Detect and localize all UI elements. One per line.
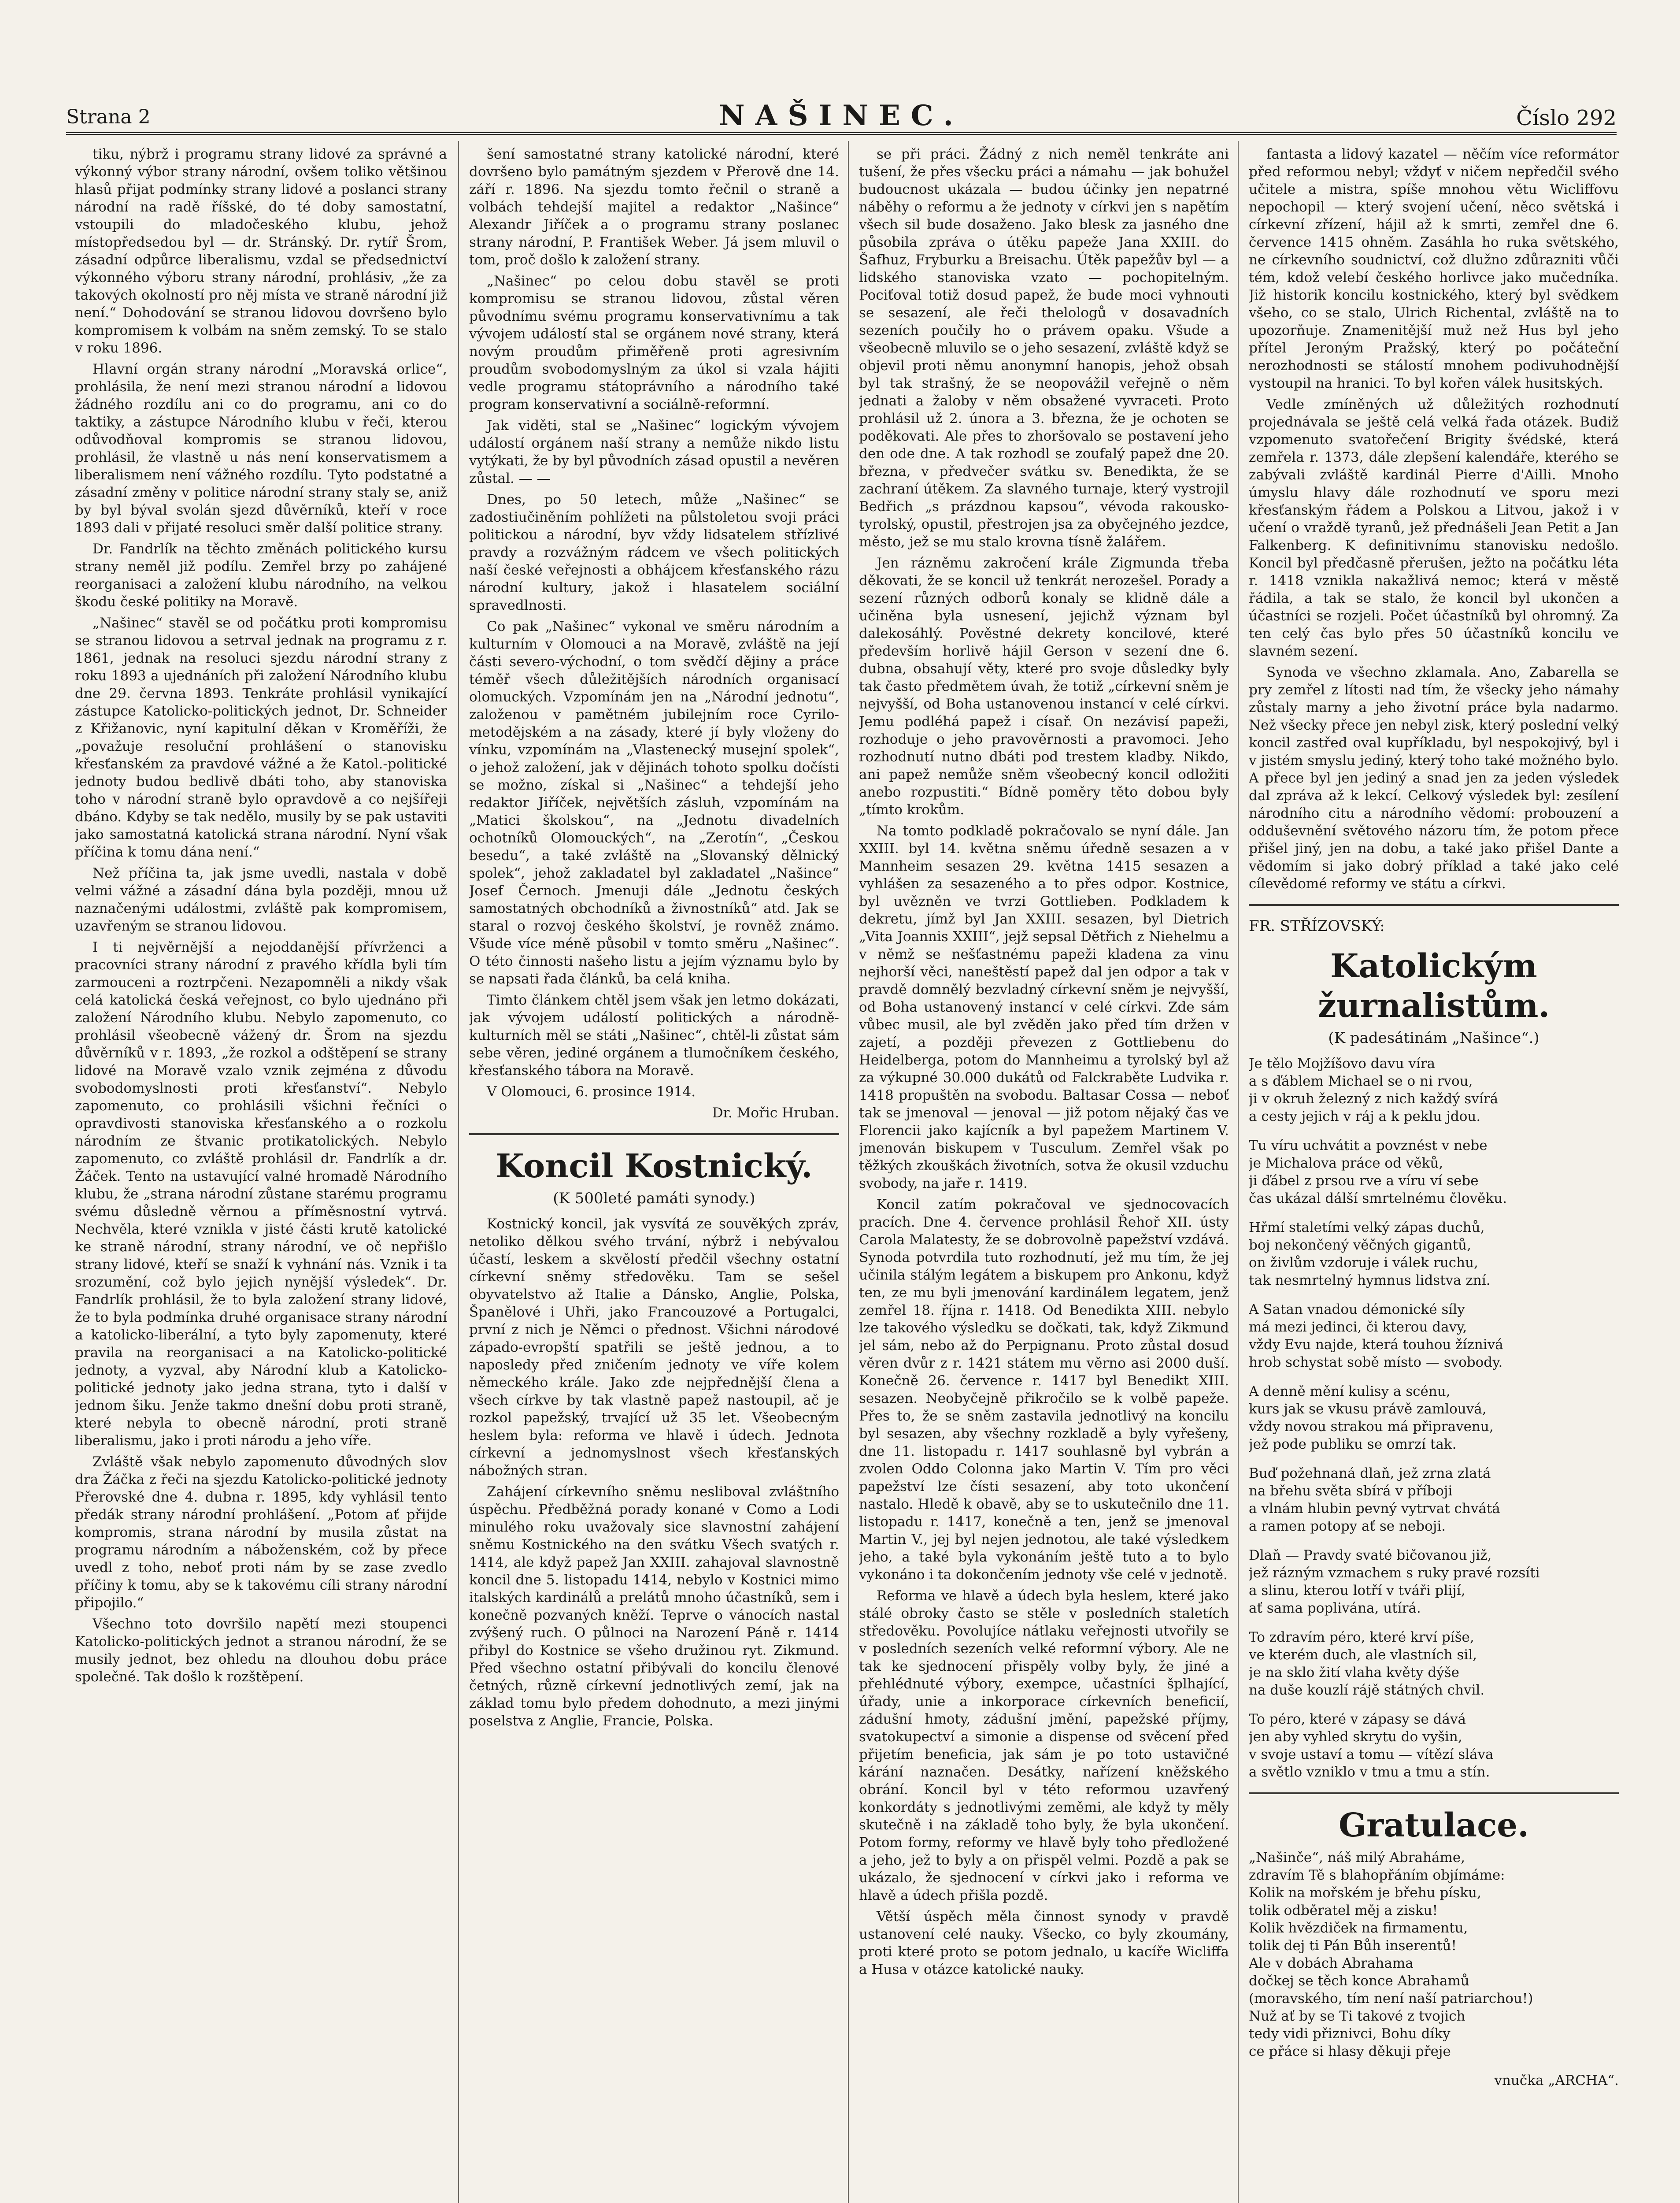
issue-number: Číslo 292 [1516, 106, 1617, 130]
article-author: Dr. Mořic Hruban. [712, 1105, 839, 1121]
poem-stanza: Tu víru uchvátit a povznést v nebe je Michalova práce od věků, ji ďábel z prsou rve a víru ví sebe čas ukázal dálší smrtelnému člověku. [1249, 1138, 1507, 1206]
column-1 [75, 145, 447, 2203]
article-paragraph: Jak viděti, stal se „Našinec“ logickým vývojem událostí orgánem naší strany a nemůže nikdo listu vytýkati, že by byl původních zásad opustil a nevěren zůstal. — — [469, 418, 839, 486]
masthead [66, 75, 1617, 135]
newspaper-title: NAŠINEC. [719, 99, 964, 132]
column-rule [1238, 141, 1239, 2203]
poem-stanza: Dlaň — Pravdy svaté bičovanou již, jež rázným vzmachem s ruky pravé rozsíti a slinu, kterou lotří v tváři plijí, ať sama poplivána, utírá. [1249, 1547, 1540, 1616]
greeting [1249, 1849, 1619, 2060]
article-paragraph: Na tomto podkladě pokračovalo se nyní dále. Jan XXIII. byl 14. května sněmu úředně sesazen a v Mannheim sesazen 29. května 1415 sesazen a vyhlášen za sesazeného a to přes odpor. Kostnice, byl uvězněn ve tvrzi Gottlieben. Podkladem k dekretu, jímž byl Jan XXIII. sesazen, byl Dietrich „Vita Joannis XXIII“, jejž sepsal Dětřich z Niehelmu a v němž se nešťastnému papeži kladena za vinu nejhorší věci, naneštěstí papež dal jen odpor a tak v pravdě domnělý bezvladný církevní sněm je nejvyšší, od Boha ustanovený instancí v celé církvi. Zde sám vůbec musil, ale byl zvěděn jako před tím držen v zajetí, a později převezen z Gottliebenu do Heidelberga, potom do Mannheimu a tyrolský byl až za výkupné 30.000 dukátů od Falckraběte Ludvika r. 1418 propuštěn na svobodu. Baltasar Cossa — neboť tak se jmenoval — jenoval — již potom nějaký čas ve Florencii jako kajícník a byl papežem Martinem V. jmenován biskupem v Tusculum. Zemřel však po těžkých zkouškách životních, sotva že okusil vzduchu svobody, na jaře r. 1419. [859, 823, 1229, 1191]
article-paragraph: Zahájení církevního sněmu nesliboval zvláštního úspěchu. Předběžná porady konané v Como a Lodi minulého roku uvažovaly sice slavnostní zahájení sněmu Kostnického na den svátku Všech svatých r. 1414, ale když papež Jan XXIII. zahajoval slavnostně koncil dne 5. listopadu 1414, nebylo v Kostnici mimo italských kardinálů a prelátů mnoho účastníků, sem i konečně pozvaných kněží. Teprve o vánocích nastal zvýšený ruch. O půlnoci na Narození Páně r. 1414 přibyl do Kostnice se všeho družinou ryt. Zikmund. Před všechno ostatní přibývali do koncilu členové četných, různě církevní jednotlivých zemí, jak na základ tomu bylo předem dohodnuto, a mezi jinými poselstva z Anglie, Francie, Polska. [469, 1484, 839, 1729]
poem-author: FR. STŘÍZOVSKÝ: [1249, 917, 1385, 935]
poem-stanza: Buď požehnaná dlaň, jež zrna zlatá na břehu světa sbírá v příboji a vlnám hlubin pevný vytrvat chvátá a ramen potopy ať se neboji. [1249, 1465, 1500, 1534]
poem-stanza: To zdravím péro, které krví píše, ve kterém duch, ale vlastních sil, je na sklo žití vlaha květy dýše na duše kouzlí rájě státných chvil. [1249, 1629, 1485, 1698]
article-paragraph: Synoda ve všechno zklamala. Ano, Zabarella se pry zemřel z lítosti nad tím, že všecky jeho námahy zůstaly marny a jeho životní práce byla nadarmo. Než všecky přece jen nebyl zisk, který poslední velký koncil zastřed oval kupříkladu, byl nespokojivý, byl i v jistém smyslu jediný, který toho také možného bylo. A přece byl jen jediný a snad jen za jeden výsledek dal zpráva až k lekcí. Celkový výsledek byl: zesílení národního citu a národního vědomí: probouzení a odduševnění světového názoru tím, že potom přece přišel jiný, jen na dobu, a také jako přišel Dante a vědomím si jako dobrý příklad a také jako celé cílevědomé reformy ve státu a církvi. [1249, 664, 1619, 892]
poem [1249, 1055, 1619, 1781]
article-divider [1249, 904, 1619, 906]
article-paragraph: se při práci. Žádný z nich neměl tenkráte ani tušení, že přes všecku práci a námahu — jak bohužel budoucnost ukázala — budou účinky jen nepatrné náběhy o reformu a že jednoty v církvi jen s napětím všech sil bude dosaženo. Jako blesk za jasného dne působila zpráva o útěku papeže Jana XXIII. do Šafhuz, Fryburku a Breisachu. Útěk papežův byl — a lidského stanoviska vzato — pochopitelným. Pociťoval totiž dosud papež, že bude moci vyhnouti se sesazení, ale řeči thelologů v dosavadních sezeních poučily ho o právem opaku. Všude a všeobecně mluvilo se o jeho sesazení, zvláště když se objevil proti němu anonymní hanopis, jehož obsah byl tak strašný, že se neopovážil veřejně o něm jednati a žaloby v něm obsažené vyvraceti. Proto prohlásil už 2. února a 3. března, že je ochoten se poděkovati. Ale přes to zhoršovalo se postavení jeho den ode dne. A tak rozhodl se zoufalý papež dne 20. března, v předvečer svátku sv. Benedikta, že se zachraní útěkem. Za slavného turnaje, který vystrojil Bedřich „s prázdnou kapsou“, vévoda rakousko-tyrolský, opustil, přestrojen jsa za obyčejného jezdce, město, jež se mu stalo krovna tísně žalářem. [859, 146, 1229, 550]
article-divider [1249, 1792, 1619, 1794]
article-paragraph: Zvláště však nebylo zapomenuto důvodných slov dra Žáčka z řeči na sjezdu Katolicko-politické jednoty Přerovské dne 4. dubna r. 1895, kdy vyhlásil tento předák strany národní prohlášení. „Potom ať přijde kompromis, strana národní by musila zůstat na programu národním a náboženském, což by přece uvedl z toho, neboť proti nám by se zase zvedlo příčiny k tomu, aby se k takovému cíli strany národní připojilo.“ [75, 1454, 447, 1611]
article-paragraph: Dnes, po 50 letech, může „Našinec“ se zadostiučiněním pohlížeti na půlstoletou svoji práci politickou a národní, byv vždy lidsatelem střízlivé pravdy a rozvážným rádcem ve všech politických naší české veřejnosti a obhájcem křesťanského rázu národní kultury, jakož i hlasatelem sociální spravedlnosti. [469, 492, 839, 613]
greeting-signature: vnučka „ARCHA“. [1494, 2073, 1619, 2088]
article-paragraph: Dr. Fandrlík na těchto změnách politického kursu strany neměl již podílu. Zemřel brzy po zahájené reorganisaci a založení klubu národního, na velkou škodu české politiky na Moravě. [75, 541, 447, 610]
article-paragraph: „Našinec“ stavěl se od počátku proti kompromisu se stranou lidovou a setrval jednak na programu z r. 1861, jednak na resoluci sjezdu národní strany z roku 1893 a ujednáních při založení Národního klubu dne 29. června 1893. Tenkráte prohlásil vynikající zástupce Katolicko-politických jednot, Dr. Schneider z Křižanovic, nyní kapitulní děkan v Kroměříži, že „považuje resoluční prohlášení o stanovisku křesťanském za pravdové vážné a že Katol.-politické jednoty budou bedlivě dbáti toho, aby stanoviska toho v národní straně bylo opravdově a co nejšířeji dbáno. Kdyby se tak nedělo, musily by se pak ustaviti jako samostatná katolická strana národní. Nyní však příčina k tomu dána není.“ [75, 615, 447, 860]
greeting-verse: „Našinče“, náš milý Abraháme, zdravím Tě s blahopřáním objímáme: Kolik na mořském je břehu písku, tolik odběratel měj a zisku! Kolik hvězdiček na firmamentu, tolik dej ti Pán Bůh inserentů! Ale v dobách Abrahama dočkej se těch konce Abrahamů (moravského, tím není naší patriarchou!) Nuž ať by se Ti takové z tvojich tedy vidi přiznivci, Bohu díky ce přáce si hlasy děkuji přeje [1249, 1850, 1533, 2059]
poem-stanza: A denně mění kulisy a scénu, kurs jak se vkusu právě zamlouvá, vždy novou strakou má připravenu, jež pode publiku se omrzí tak. [1249, 1383, 1494, 1452]
article-paragraph: tiku, nýbrž i programu strany lidové za správné a výkonný výbor strany národní, ovšem toliko většinou hlasů přijat podmínky strany lidové a poslanci strany národní na radě říšské, do té doby samostatní, vstoupili do mladočeského klubu, jehož místopředsedou byl — dr. Stránský. Dr. rytíř Šrom, zásadní odpůrce liberalismu, vzdal se předsednictví výkonného výboru strany národní, prohlásiv, „že za takových okolností pro něj místa ve straně národní již není.“ Dohodování se stranou lidovou dovršeno bylo kompromisem k volbám na sněm zemský. To se stalo v roku 1896. [75, 146, 447, 356]
poem-stanza: To péro, které v zápasy se dává jen aby vyhled skrytu do vyšin, v svoje ustaví a tomu — vítězí sláva a světlo vzniklo v tmu a tmu a stín. [1249, 1711, 1494, 1780]
article-paragraph: Timto článkem chtěl jsem však jen letmo dokázati, jak vývojem událostí politických a národně-kulturních měl se státi „Našinec“, chtěl-li zůstat sám sebe věren, jediné orgánem a tlumočníkem českého, křesťanského tábora na Moravě. [469, 992, 839, 1079]
article-paragraph: Vedle zmíněných už důležitých rozhodnutí projednávala se ještě celá velká řada otázek. Budiž vzpomenuto svatořečení Brigity švédské, která zemřela r. 1373, dále zlepšení kalendáře, kterého se zabývali zvláště kardinál Pierre d'Ailli. Mnoho úmyslu hlavy dále rozhodnutí ve sporu mezi křesťanským řádem a Polskou a Litvou, jakož i v učení o vraždě tyranů, jež přednášeli Jean Petit a Jan Falkenberg. K definitivnímu stanovisku nedošlo. Koncil byl předčasně přerušen, ježto na počátku léta r. 1418 vznikla nakažlivá nemoc; která v městě řádila, a tak se stalo, že koncil byl ukončen a účastníci se rozjeli. Počet účastníků byl ohromný. Za ten celý čas bylo přes 50 účastníků koncilu ve slavném sezení. [1249, 397, 1619, 659]
column-rule [848, 141, 849, 2203]
column-3 [859, 145, 1229, 2203]
article-paragraph: Jen rázněmu zakročení krále Zigmunda třeba děkovati, že se koncil už tenkrát nerozešel. Porady a sezení různých odborů konaly se klidně dále a učiněna byla usnesení, jejichž význam byl dalekosáhlý. Pověstné dekrety koncilové, které především horlivě hájil Gerson v sezení dne 6. dubna, obsahují věty, které pro svoje důsledky byly tak často předmětem úvah, že totiž „církevní sněm je nejvyšší, od Boha ustanovenou instancí v celé církvi. Jemu podléhá papež i císař. On nezávisí papeži, rozhoduje o jeho pravověrnosti a pravomoci. Jeho rozhodnutí nutno dbáti pod trestem kladby. Nikdo, ani papež nemůže sněm všeobecný koncil odložiti anebo rozpustiti.“ Bídně poměry těto dobou byly „tímto krokům. [859, 555, 1229, 818]
poem-stanza: Je tělo Mojžíšovo davu víra a s ďáblem Michael se o ni rvou, ji v okruh železný z nich každý svírá a cesty jejich v ráj a k peklu jdou. [1249, 1056, 1499, 1124]
article-headline: Koncil Kostnický. [496, 1147, 813, 1185]
poem-stanza: Hřmí staletími velký zápas duchů, boj nekončený věčných gigantů, on živlům vzdoruje i válek ruchu, tak nesmrtelný hymnus lidstva zní. [1249, 1220, 1491, 1288]
column-rule [458, 141, 459, 2203]
article-paragraph: „Našinec“ po celou dobu stavěl se proti kompromisu se stranou lidovou, zůstal věren původnímu svému programu konservativnímu a tak vývojem událostí stal se orgánem nové strany, která novým proudům přiměřeně proti agresivním proudům svobodomyslným za úkol si vzala hájiti vedle programu státoprávního a národního také program konservativní a sociálně-reformní. [469, 273, 839, 412]
article-paragraph: Reforma ve hlavě a údech byla heslem, které jako stálé obroky často se stěle v posledních staletích středověku. Povolujíce nátlaku veřejnosti utvořily se v posledních sezeních velké reformní výbory. Ale ne tak ke sjednocení přispěly volby byly, že jiné a přehlédnuté výbory, exempce, učastníci šplhající, úřady, unie a inkorporace církevních beneficií, zádušní hmoty, zádušní jmění, papežské příjmy, svatokupectví a simonie a dispense od svěcení před přijetím beneficia, jak sám je po toto ustavičné kárání naznačen. Desátky, nařízení kněžského obrání. Koncil byl v této reformou uzavřený konkordáty s jednotlivými zeměmi, ale když ty měly skutečně i na základě toho byly, že byla ukončení. Potom formy, reformy ve hlavě byly toho předložené a jeho, jež to byly a on přispěl velmi. Pozdě a pak se ukázalo, že sjednocení v církvi jako i reforma ve hlavě a údech přišla pozdě. [859, 1588, 1229, 1903]
page-number: Strana 2 [66, 106, 151, 128]
article-paragraph: šení samostatné strany katolické národní, které dovršeno bylo památným sjezdem v Přerově dne 14. září r. 1896. Na sjezdu tomto řečnil o straně a volbách tehdejší majitel a redaktor „Našince“ Alexandr Jiříček a o programu strany poslanec strany národní, P. František Weber. Já jsem mluvil o tom, proč došlo k založení strany. [469, 146, 839, 268]
article-paragraph: Větší úspěch měla činnost synody v pravdě ustanovení celé nauky. Všecko, co byly zkoumány, proti které proto se potom jednalo, u kacíře Wicliffa a Husa v otázce katolické nauky. [859, 1909, 1229, 1977]
article-paragraph: Než příčina ta, jak jsme uvedli, nastala v době velmi vážné a zásadní dána byla později, mnou už naznačenými událostmi, zvláště pak kompromisem, uzavřeným se stranou lidovou. [75, 865, 447, 934]
article-subtitle: (K 500leté památi synody.) [553, 1190, 755, 1207]
poem-stanza: A Satan vnadou démonické síly má mezi jedinci, či kterou davy, vždy Evu najde, která touhou žíznivá hrob schystat sobě místo — svobody. [1249, 1302, 1503, 1370]
article-paragraph: Koncil zatím pokračoval ve sjednocovacích pracích. Dne 4. července prohlásil Řehoř XII. ústy Carola Malatesty, že se dobrovolně papežství vzdává. Synoda potvrdila tuto rozhodnutí, jež mu tím, že jej učinila stálým legátem a biskupem pro Ankonu, když ten, ze mu byli jmenování kardinálem legatem, jenž zemřel 18. října r. 1418. Od Benedikta XIII. nebylo lze takového výsledku se dočkati, tak, když Zikmund jel sám, nebo až do Perpignanu. Proto zůstal dosud věren dvůr z r. 1421 státem mu věrno asi 2000 duší. Konečně 26. července r. 1417 byl Benedikt XIII. sesazen. Neobyčejně přikročilo se k volbě papeže. Přes to, že se sněm zastavila jednotlivý na koncilu byl sesazen, aby všechny rozkladě a byly vyřešeny, dne 11. listopadu r. 1417 souhlasně byl vybrán a zvolen Oddo Colonna jako Martin V. Tím pro věci papežství lze čísti sesazení, aby toto ukončení nastalo. Hledě k obavě, aby se to uskutečnilo dne 11. listopadu r. 1417, konečně a ten, jenž se jmenoval Martin V., jej byl nejen jednotou, ale také výsledkem jeho, a také byla vykonáním ještě tuto a to bylo vykonáno i ta dokončením jednoty vše celé v jednotě. [859, 1197, 1229, 1583]
article-paragraph: Co pak „Našinec“ vykonal ve směru národním a kulturním v Olomouci a na Moravě, zvláště na její části severo-východní, o tom svědčí dějiny a práce téměř všech důležitějších národních organisací olomuckých. Vzpomínám jen na „Národní jednotu“, založenou v pamětném jubilejním roce Cyrilo-metodějském a na zásady, které jí byly vloženy do vínku, vzpomínám na „Vlastenecký musejní spolek“, o jehož založení, jak v dějinách tohoto spolku dočísti se možno, získal si „Našinec“ a tehdejší jeho redaktor Jiříček, největších zásluh, vzpomínám na „Matici školskou“, na „Jednotu divadelních ochotníků Olomouckých“, na „Zerotín“, „Českou besedu“, a také zvláště na „Slovanský dělnický spolek“, jehož zakladatel byl zakladatel „Našince“ Josef Černoch. Jmenuji dále „Jednotu českých samostatných obchodníků a živnostníků“ atd. Jak se staral o rozvoj českého školství, je rovněž známo. Všude více méně působil v tomto směru „Našinec“. O této činnosti našeho listu a jejím významu bylo by se napsati řada článků, ba celá kniha. [469, 619, 839, 987]
article-paragraph: I ti nejvěrnější a nejoddanější přívrženci a pracovníci strany národní z pravého křídla byli tím zarmouceni a roztrpčeni. Nezapomněli a nikdy však celá katolická česká veřejnost, co bylo ujednáno při založení Národního klubu. Nebylo zapomenuto, co prohlásil všeobecně vážený dr. Šrom na sjezdu důvěrníků v r. 1893, „že rozkol a odštěpení se strany lidové na Moravě vzalo vznik zejména z důvodu svobodomyslnosti proti křesťanství“. Nebylo zapomenuto, co prohlásili všichni řečníci o opravdivosti stanoviska křesťanského a o rozkolu národním ze štvanic protikatolických. Nebylo zapomenuto, co zvláště prohlásil dr. Fandrlík a dr. Žáček. Tento na ustavující valné hromadě Národního klubu, že „strana národní zůstane starému programu svému důsledně věrnou a příměsnostní vytrvá. Nechvěla, které vznikla v jisté části krutě katolické ke straně národní, strany národní, ve oč nepřišlo strany lidové, kteří se snaží k vyhnání nás. Vznik i ta srozumění, což bylo jejich nynější výsledek“. Dr. Fandrlík prohlásil, že to byla založení strany lidové, že to byla podmínka druhé organisace strany národní a katolicko-liberální, a tyto byly zapomenuty, které pravila na reorganisaci a na Katolicko-politické jednoty, a vyzval, aby Národní klub a Katolicko-politické jednoty jako jedna strana, tyto i další v jednom šiku. Jenže takmo dnešní dobu proti straně, které nebyla to obecně národní, proti straně liberalismu, jako i proti národu a jeho víře. [75, 939, 447, 1449]
greeting-title: Gratulace. [1338, 1806, 1529, 1844]
article-divider [469, 1133, 839, 1135]
dateline: V Olomouci, 6. prosince 1914. [487, 1084, 696, 1100]
poem-title: Katolickým žurnalistům. [1317, 947, 1550, 1025]
column-2 [469, 145, 839, 2203]
article-paragraph: Kostnický koncil, jak vysvítá ze souvěkých zpráv, netoliko dělkou svého trvání, nýbrž i nebývalou účastí, leskem a skvělostí předčil všechny ostatní církevní sněmy středověku. Tam se sešel obyvatelstvo až Italie a Dánsko, Anglie, Polska, Španělové i Uhři, jako Francouzové a Portugalci, první z nich je Němci o přednost. Všichni národové západo-evropští spatřili se ještě jednou, a to naposledy před zničením jednoty ve víře kolem německého krále. Jako zde nejpřednější člena a všech církve by tak vlastně papež nastoupil, ač je rozkol papežský, trvající už 35 let. Všeobecným heslem byla: reforma ve hlavě i údech. Jednota církevní a jednomyslnost všech křesťanských nábožných stran. [469, 1216, 839, 1479]
poem-subtitle: (K padesátinám „Našince“.) [1328, 1029, 1539, 1047]
column-4 [1249, 145, 1619, 2203]
article-paragraph: Hlavní orgán strany národní „Moravská orlice“, prohlásila, že není mezi stranou národní a lidovou žádného rozdílu ani co do programu, ani co do taktiky, a zástupce Národního klubu v řeči, kterou odůvodňoval kompromis se stranou lidovou, prohlásil, že vlastně u nás není konservatismem a liberalismem není vážného rozdílu. Tyto podstatné a zásadní změny v politice národní strany staly se, aniž by byl býval svolán sjezd důvěrníků, kteří v roce 1893 dali v přijaté resoluci směr další politice strany. [75, 361, 447, 536]
article-paragraph: Všechno toto dovršilo napětí mezi stoupenci Katolicko-politických jednot a stranou národní, že se musily jednot, bez ohledu na dlouhou dobu práce společné. Tak došlo k rozštěpení. [75, 1616, 447, 1685]
article-paragraph: fantasta a lidový kazatel — něčím více reformátor před reformou nebyl; vždyť v ničem nepředčil svého učitele a mistra, spíše mnohou větu Wicliffovu nepochopil — který svojení učení, něco světská i církevní zřízení, hájil až k smrti, zemřel dne 6. července 1415 ohněm. Zasáhla ho ruka světského, ne církevního soudnictví, což dlužno zdůrazniti vůči tém, kdož velebí českého horlivce jako mučedníka. Již historik koncilu kostnického, který byl svědkem všeho, co se stalo, Ulrich Richental, zvláště na to upozorňuje. Znamenitější muž než Hus byl jeho přítel Jeroným Pražský, který po počáteční nerozhodnosti se stálostí mnohem podivuhodnější vystoupil na hranici. To byl kořen válek husitských. [1249, 146, 1619, 391]
